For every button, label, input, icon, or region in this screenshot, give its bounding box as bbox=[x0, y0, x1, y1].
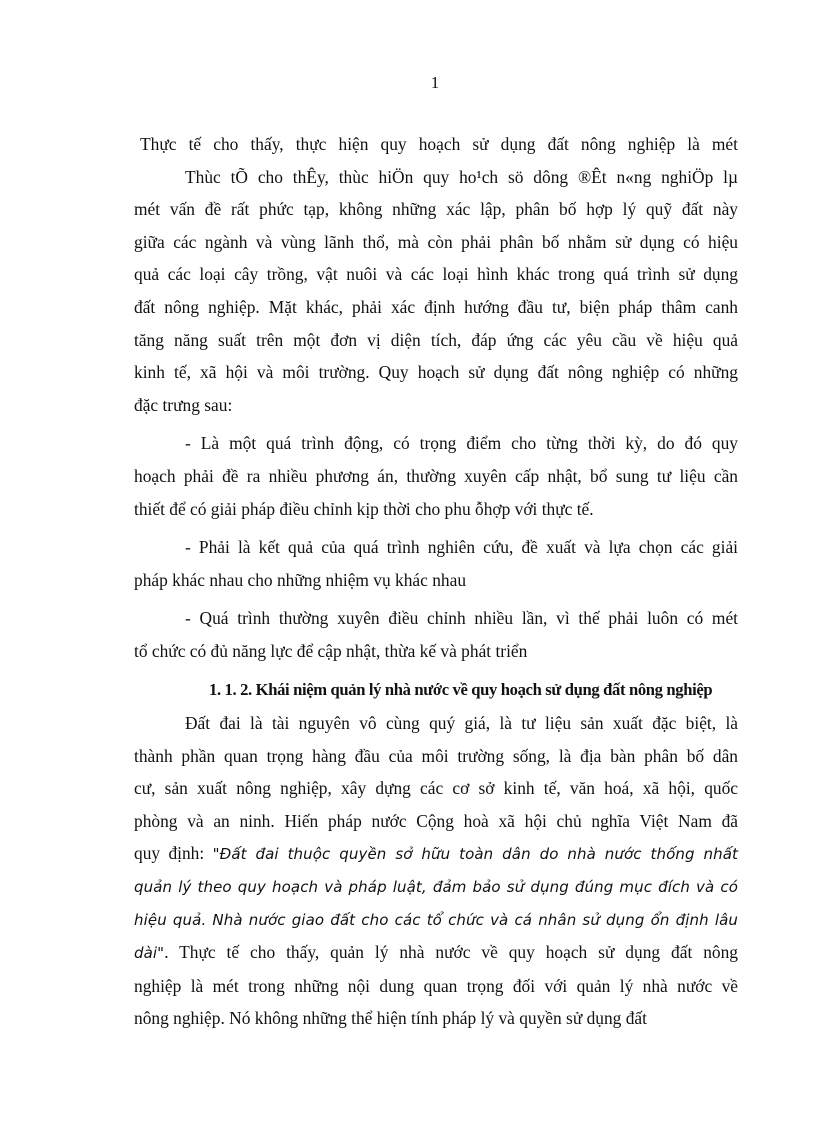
constitution-quote-part-2: quản lý theo quy hoạch và pháp luật, đảm bảo sử dụng đúng mục đích và có bbox=[134, 878, 738, 897]
body-text bbox=[134, 128, 738, 1035]
paragraph-5-line-4: phòng và an ninh. Hiến pháp nước Cộng hoà xã hội chủ nghĩa Việt Nam đã bbox=[134, 810, 738, 831]
paragraph-2-line-1: - Là một quá trình động, có trọng điểm cho từng thời kỳ, do đó quy bbox=[185, 433, 738, 454]
paragraph-1-line-4: giữa các ngành và vùng lãnh thổ, mà còn phải phân bố nhằm sử dụng có hiệu bbox=[134, 231, 738, 252]
paragraph-5-line-10: nông nghiệp. Nó không những thể hiện tính pháp lý và quyền sử dụng đất bbox=[134, 1008, 647, 1029]
paragraph-5-line-9: nghiệp là mét trong những nội dung quan trọng đối với quản lý nhà nước về bbox=[134, 975, 738, 996]
paragraph-1-line-3: mét vấn đề rất phức tạp, không những xác lập, phân bố hợp lý quỹ đất này bbox=[134, 199, 738, 220]
paragraph-1-line-6: đất nông nghiệp. Mặt khác, phải xác định hướng đầu tư, biện pháp thâm canh bbox=[134, 296, 738, 317]
paragraph-4-line-2: tổ chức có đủ năng lực để cập nhật, thừa kế và phát triển bbox=[134, 640, 528, 661]
paragraph-1-line-9: đặc trưng sau: bbox=[134, 394, 233, 415]
paragraph-2-line-2: hoạch phải đề ra nhiều phương án, thường xuyên cấp nhật, bổ sung tư liệu cần bbox=[134, 465, 738, 486]
paragraph-1-line-7: tăng năng suất trên một đơn vị diện tích, đáp ứng các yêu cầu về hiệu quả bbox=[134, 329, 738, 350]
section-heading: 1. 1. 2. Khái niệm quản lý nhà nước về quy hoạch sử dụng đất nông nghiệp bbox=[209, 679, 713, 699]
paragraph-1-line-8: kinh tế, xã hội và môi trường. Quy hoạch sử dụng đất nông nghiệp có những bbox=[134, 362, 738, 383]
paragraph-5-line-5 bbox=[134, 837, 738, 871]
paragraph-1-line-5: quả các loại cây trồng, vật nuôi và các loại hình khác trong quá trình sử dụng bbox=[134, 264, 738, 285]
constitution-quote-part-1: "Đất đai thuộc quyền sở hữu toàn dân do nhà nước thống nhất bbox=[212, 845, 738, 864]
constitution-quote-part-3: hiệu quả. Nhà nước giao đất cho các tổ chức và cá nhân sử dụng ổn định lâu bbox=[134, 910, 738, 929]
paragraph-5-line-5-prefix: quy định: bbox=[134, 843, 213, 864]
paragraph-5-line-3: cư, sản xuất nông nghiệp, xây dựng các cơ sở kinh tế, văn hoá, xã hội, quốc bbox=[134, 778, 738, 799]
paragraph-3-line-1: - Phải là kết quả của quá trình nghiên cứu, đề xuất và lựa chọn các giải bbox=[185, 537, 738, 558]
constitution-quote-part-4: dài" bbox=[134, 944, 165, 963]
paragraph-1-line-1: Thực tế cho thấy, thực hiện quy hoạch sử dụng đất nông nghiệp là mét bbox=[140, 134, 738, 154]
paragraph-5-line-2: thành phần quan trọng hàng đầu của môi trường sống, là địa bàn phân bố dân bbox=[134, 745, 738, 766]
page-number: 1 bbox=[430, 73, 440, 92]
paragraph-3-line-2: pháp khác nhau cho những nhiệm vụ khác nhau bbox=[134, 569, 467, 590]
paragraph-2-line-3: thiết để có giải pháp điều chỉnh kịp thời cho phu ỗhợp với thực tế. bbox=[134, 498, 594, 519]
paragraph-5-line-8-rest: . Thực tế cho thấy, quản lý nhà nước về quy hoạch sử dụng đất nông bbox=[164, 942, 738, 963]
paragraph-1-line-2: Thùc tÕ cho thÊy, thùc hiÖn quy ho¹ch sö dông ®Êt n«ng nghiÖp lµ bbox=[185, 166, 738, 187]
paragraph-5-line-8 bbox=[134, 936, 738, 970]
paragraph-5-line-1: Đất đai là tài nguyên vô cùng quý giá, là tư liệu sản xuất đặc biệt, là bbox=[185, 713, 738, 734]
paragraph-4-line-1: - Quá trình thường xuyên điều chỉnh nhiều lần, vì thế phải luôn có mét bbox=[185, 608, 738, 629]
